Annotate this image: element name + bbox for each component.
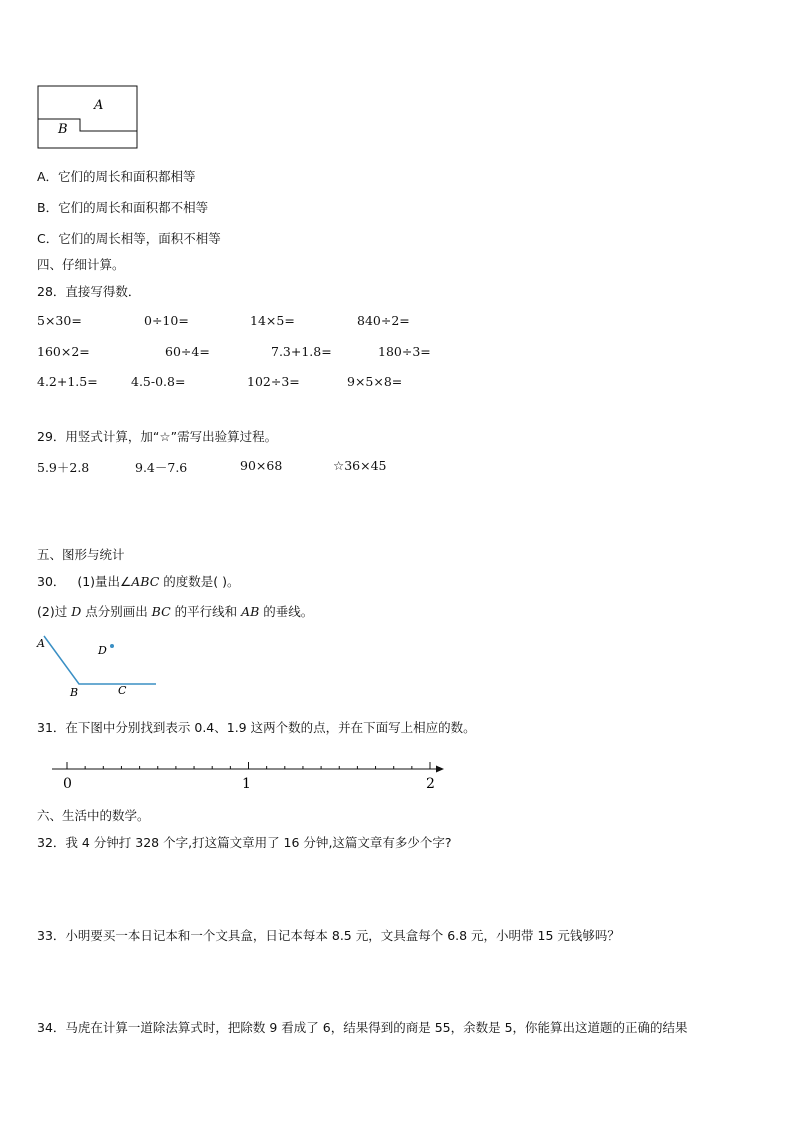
q31-title: 31．在下图中分别找到表示 0.4、1.9 这两个数的点，并在下面写上相应的数。 (37, 720, 476, 735)
fig-label-a: A (94, 98, 104, 113)
q29-item-2: 9.4－7.6 (135, 460, 188, 475)
q30-p2-d: D (71, 604, 82, 619)
q28-r3-c1: 4.2+1.5= (37, 374, 98, 389)
q28-r2-c4: 180÷3= (378, 344, 431, 359)
point-d (110, 644, 114, 648)
section-6-heading: 六、生活中的数学。 (37, 808, 150, 823)
q28-r3-c3: 102÷3= (247, 374, 300, 389)
q30-part2 (37, 602, 313, 620)
q30-p1-var: ABC (131, 574, 160, 589)
q30-number: 30． (37, 574, 66, 589)
q34-text: 34．马虎在计算一道除法算式时，把除数 9 看成了 6，结果得到的商是 55，余数是 5，你能算出这道题的正确的结果 (37, 1020, 688, 1035)
q30-p2-e: 的垂线。 (259, 604, 314, 619)
q33-text: 33．小明要买一本日记本和一个文具盒，日记本每本 8.5 元，文具盒每个 6.8 元，小明带 15 元钱够吗？ (37, 928, 620, 943)
option-b: B．它们的周长和面积都不相等 (37, 200, 209, 215)
number-line (50, 755, 450, 795)
label-d: D (98, 644, 107, 657)
q30-p2-bc: BC (151, 604, 171, 619)
q30-p2-ab: AB (241, 604, 260, 619)
q28-r2-c1: 160×2= (37, 344, 90, 359)
q30-p1-post: 的度数是( )。 (159, 574, 240, 589)
q29-item-1: 5.9＋2.8 (37, 460, 90, 475)
q28-r3-c4: 9×5×8= (347, 374, 403, 389)
option-a: A．它们的周长和面积都相等 (37, 169, 196, 184)
q29-item-4: ☆36×45 (333, 458, 387, 473)
fig-label-b: B (58, 122, 68, 137)
section-4-heading: 四、仔细计算。 (37, 257, 125, 272)
option-c: C．它们的周长相等，面积不相等 (37, 231, 221, 246)
tick-label-0: 0 (63, 776, 72, 792)
q30-part1 (37, 572, 239, 590)
label-a: A (37, 637, 45, 650)
q29-title: 29．用竖式计算，加“☆”需写出验算过程。 (37, 429, 278, 444)
q28-r3-c2: 4.5-0.8= (131, 374, 186, 389)
q30-p2-b: 点分别画出 (81, 604, 152, 619)
q30-p2-a: (2)过 (37, 604, 72, 619)
q28-r1-c1: 5×30= (37, 313, 82, 328)
section-5-heading: 五、图形与统计 (37, 547, 125, 562)
label-c: C (118, 684, 127, 697)
q28-r1-c4: 840÷2= (357, 313, 410, 328)
q28-r2-c2: 60÷4= (165, 344, 210, 359)
q28-r2-c3: 7.3+1.8= (271, 344, 332, 359)
q30-p1-pre: (1)量出∠ (77, 574, 132, 589)
label-b: B (70, 686, 79, 699)
tick-label-2: 2 (426, 776, 435, 792)
tick-label-1: 1 (242, 776, 251, 792)
q29-item-3: 90×68 (240, 458, 283, 473)
q32-text: 32．我 4 分钟打 328 个字,打这篇文章用了 16 分钟,这篇文章有多少个字? (37, 835, 452, 850)
q30-p2-c: 的平行线和 (170, 604, 242, 619)
rectangle-ab-figure (37, 85, 139, 149)
q28-title: 28．直接写得数． (37, 284, 141, 299)
q28-r1-c2: 0÷10= (144, 313, 189, 328)
q28-r1-c3: 14×5= (250, 313, 295, 328)
angle-abc-figure (30, 628, 170, 700)
arrow-head (436, 766, 444, 773)
